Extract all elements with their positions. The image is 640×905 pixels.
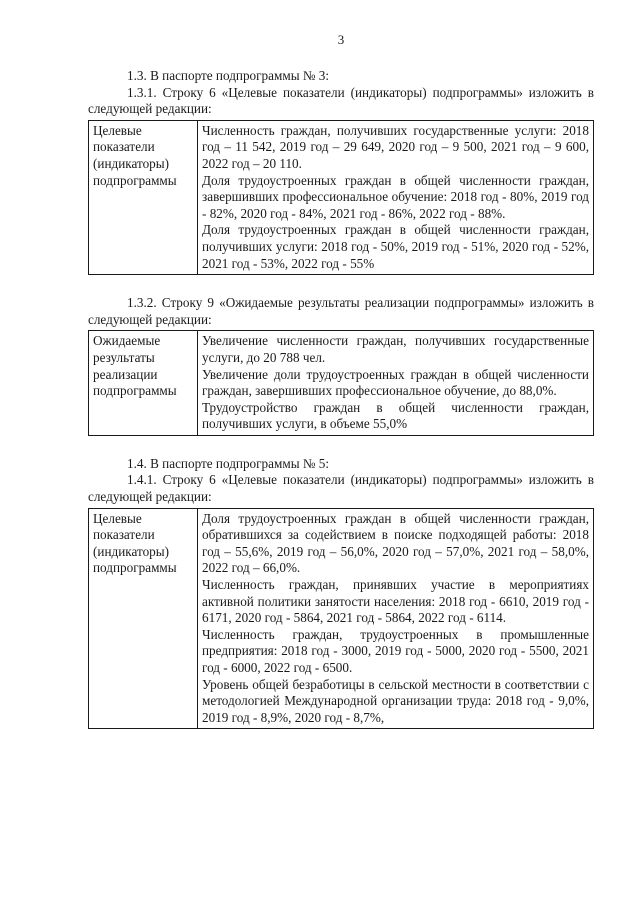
- table-row: [89, 120, 594, 274]
- row-value: [198, 120, 594, 274]
- indicator-text: Численность граждан, получивших государственные услуги: 2018 год – 11 542, 2019 год – 29 649, 2020 год – 9 500, 2021 год – 9 600, 2022 год – 20 110.: [202, 122, 589, 171]
- row-label: Ожидаемые результаты реализации подпрограммы: [89, 331, 198, 436]
- item-intro-1-3-2: 1.3.2. Строку 9 «Ожидаемые результаты реализации подпрограммы» изложить в следующей редакции:: [88, 295, 594, 327]
- indicator-text: Уровень общей безработицы в сельской местности в соответствии с методологией Международной организации труда: 2018 год - 9,0%, 2019 год - 8,9%, 2020 год - 8,7%,: [202, 676, 589, 725]
- indicator-text: Доля трудоустроенных граждан в общей численности граждан, обратившихся за содействием в поиске подходящей работы: 2018 год – 55,6%, 2019 год – 56,0%, 2020 год – 57,0%, 2021 год – 58,0%, 2022 год – 66,0%.: [202, 510, 589, 576]
- passport-table-1-3-1: [88, 120, 594, 275]
- item-intro-1-3-1: 1.3.1. Строку 6 «Целевые показатели (индикаторы) подпрограммы» изложить в следующей редакции:: [88, 84, 594, 117]
- passport-table-1-3-2: [88, 330, 594, 436]
- page-number: 3: [337, 32, 345, 47]
- result-text: Увеличение доли трудоустроенных граждан в общей численности граждан, завершивших профессиональное обучение, до 88,0%.: [202, 366, 589, 399]
- indicator-text: Численность граждан, трудоустроенных в промышленные предприятия: 2018 год - 3000, 2019 год - 5000, 2020 год - 5500, 2021 год - 6000, 2022 год - 6500.: [202, 626, 589, 675]
- passport-table-1-4-1: [88, 508, 594, 730]
- table-row: [89, 508, 594, 729]
- row-label: Целевые показатели (индикаторы) подпрограммы: [89, 120, 198, 274]
- row-label: Целевые показатели (индикаторы) подпрограммы: [89, 508, 198, 729]
- table-row: [89, 331, 594, 436]
- indicator-text: Доля трудоустроенных граждан в общей численности граждан, получивших услуги: 2018 год - 50%, 2019 год - 51%, 2020 год - 52%, 2021 год - 53%, 2022 год - 55%: [202, 222, 589, 271]
- indicator-text: Доля трудоустроенных граждан в общей численности граждан, завершивших профессиональное обучение: 2018 год - 80%, 2019 год - 82%, 2020 год - 84%, 2021 год - 86%, 2022 год - 88%.: [202, 172, 589, 221]
- section-heading-1-4: 1.4. В паспорте подпрограммы № 5:: [127, 455, 329, 471]
- result-text: Трудоустройство граждан в общей численности граждан, получивших услуги, в объеме 55,0%: [202, 399, 589, 432]
- indicator-text: Численность граждан, принявших участие в мероприятиях активной политики занятости населения: 2018 год - 6610, 2019 год - 6171, 2020 год - 5864, 2021 год - 5864, 2022 год - 6114.: [202, 577, 589, 626]
- row-value: [198, 508, 594, 729]
- item-intro-1-4-1: 1.4.1. Строку 6 «Целевые показатели (индикаторы) подпрограммы» изложить в следующей редакции:: [88, 472, 594, 505]
- result-text: Увеличение численности граждан, получивших государственные услуги, до 20 788 чел.: [202, 333, 589, 365]
- section-heading-1-3: 1.3. В паспорте подпрограммы № 3:: [127, 68, 329, 83]
- row-value: [198, 331, 594, 436]
- document-page: [88, 32, 594, 729]
